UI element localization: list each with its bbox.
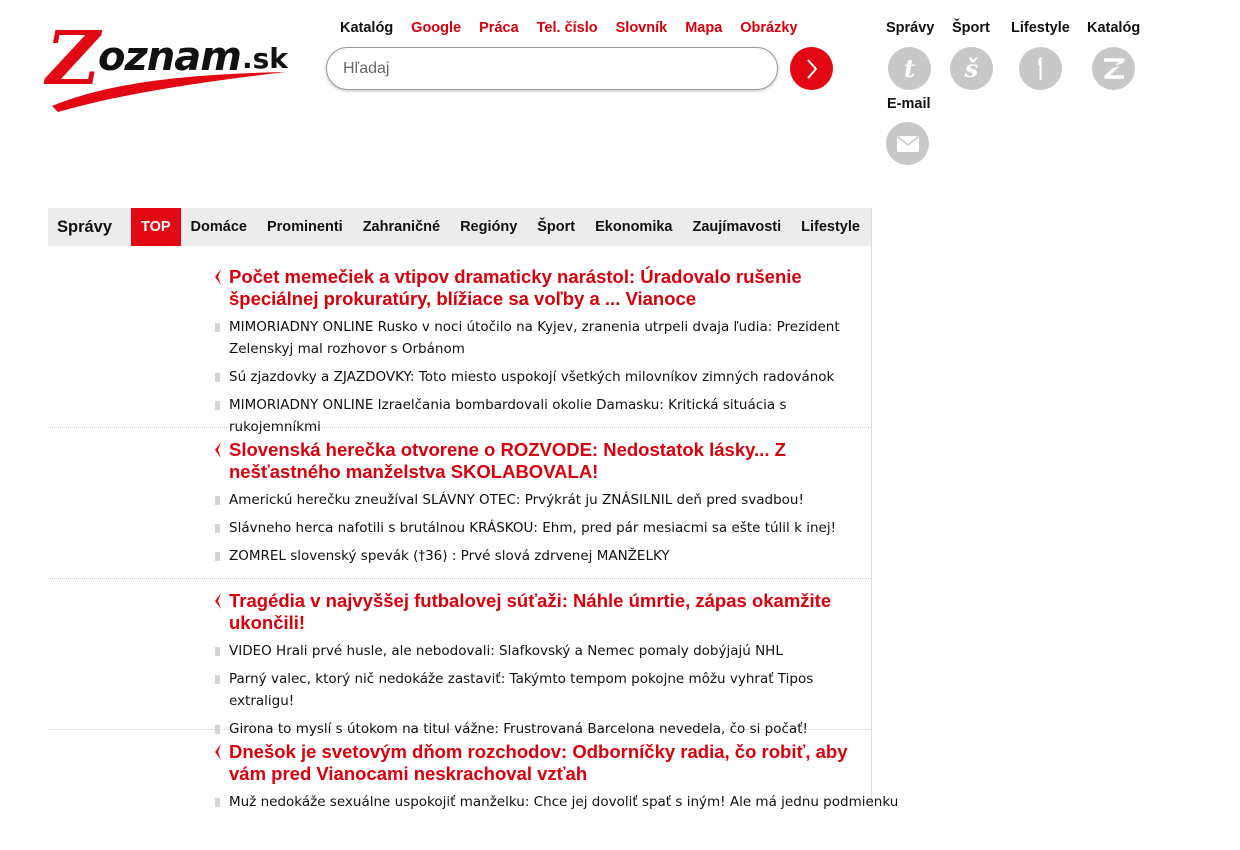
story-sub-link[interactable]: [229, 545, 871, 567]
shortcut-lifestyle[interactable]: [1011, 20, 1070, 36]
story-headline-text: Počet memečiek a vtipov dramaticky narástol: Úradovalo rušenie špeciálnej prokuratúry, blížiace sa voľby a ... Vianoce: [229, 266, 802, 309]
story-headline-text: Tragédia v najvyššej futbalovej súťaži: Náhle úmrtie, zápas okamžite ukončili!: [229, 590, 832, 633]
story-sub-link[interactable]: [229, 366, 871, 388]
story-block: [48, 428, 871, 579]
search-nav-praca[interactable]: Práca: [479, 20, 519, 36]
story-sub-text: Sú zjazdovky a ZJAZDOVKY: Toto miesto uspokojí všetkých milovníkov zimných radovánok: [229, 369, 835, 385]
search-button[interactable]: [790, 47, 833, 90]
sub-bullet: [215, 496, 220, 505]
shortcut-label: Katalóg: [1087, 20, 1141, 36]
sub-bullet: [215, 524, 220, 533]
shortcut-katalog[interactable]: [1087, 20, 1140, 36]
search-nav-tel-cislo[interactable]: Tel. číslo: [536, 20, 598, 36]
sub-bullet: [215, 323, 220, 332]
story-block: [48, 246, 871, 435]
story-sub-link[interactable]: [229, 316, 871, 360]
news-section-title[interactable]: Správy: [57, 217, 113, 236]
story-sub-text: Americkú herečku zneužíval SLÁVNY OTEC: Prvýkrát ju ZNÁSILNIL deň pred svadbou!: [229, 492, 804, 508]
search-box: [326, 47, 778, 90]
search-input[interactable]: [327, 48, 777, 89]
zoznam-logo[interactable]: [46, 16, 292, 102]
lifestyle-glyph: [1019, 47, 1062, 90]
story-sub-text: Parný valec, ktorý nič nedokáže zastaviť: Takýmto tempom pokojne môžu vyhrať Tipos extraligu!: [229, 671, 814, 709]
chevron-right-icon: [805, 58, 819, 80]
story-sub-text: ZOMREL slovenský spevák (†36) : Prvé slová zdrvenej MANŽELKY: [229, 548, 670, 564]
story-sub-text: MIMORIADNY ONLINE Izraelčania bombardovali okolie Damasku: Kritická situácia s rukojemníkmi: [229, 397, 787, 435]
spravy-glyph: t: [903, 54, 916, 83]
sport-glyph: š: [964, 54, 979, 83]
shortcut-sport[interactable]: [952, 20, 990, 36]
tab-prominenti[interactable]: Prominenti: [266, 219, 343, 235]
envelope-icon: [897, 136, 919, 152]
shortcut-spravy[interactable]: [886, 20, 934, 36]
tab-top[interactable]: TOP: [131, 208, 181, 246]
tab-sport[interactable]: Šport: [537, 219, 576, 235]
tab-ekonomika[interactable]: Ekonomika: [595, 219, 673, 235]
story-block: [48, 730, 899, 850]
sub-bullet: [215, 647, 220, 656]
sub-bullet: [215, 401, 220, 410]
shortcut-label: Lifestyle: [1011, 20, 1070, 36]
sub-bullet: [215, 798, 220, 807]
story-headline[interactable]: [229, 266, 871, 310]
headline-bullet-icon: [213, 269, 222, 285]
shortcut-label: Správy: [886, 20, 935, 36]
logo-letter-z: Z: [46, 16, 99, 102]
sub-bullet: [215, 552, 220, 561]
search-nav-obrazky[interactable]: Obrázky: [740, 20, 798, 36]
story-headline[interactable]: [229, 439, 871, 483]
story-sub-link[interactable]: [229, 517, 871, 539]
shortcut-email[interactable]: [887, 96, 931, 112]
story-headline-text: Dnešok je svetovým dňom rozchodov: Odborníčky radia, čo robiť, aby vám pred Vianocami neskrachoval vzťah: [229, 741, 848, 784]
story-block: [48, 579, 871, 737]
headline-bullet-icon: [213, 442, 222, 458]
story-sub-text: Slávneho herca nafotili s brutálnou KRÁSKOU: Ehm, pred pár mesiacmi sa ešte túlil k inej!: [229, 520, 836, 536]
shortcut-label: E-mail: [887, 96, 931, 112]
tab-domace[interactable]: Domáce: [190, 219, 247, 235]
sport-icon[interactable]: [950, 47, 993, 90]
story-headline[interactable]: [229, 741, 871, 785]
news-tabbar: [48, 208, 871, 246]
story-headline[interactable]: [229, 590, 871, 634]
story-sub-text: VIDEO Hrali prvé husle, ale nebodovali: Slafkovský a Nemec pomaly dobýjajú NHL: [229, 643, 783, 659]
search-nav-google[interactable]: Google: [411, 20, 462, 36]
story-sub-link[interactable]: [229, 668, 871, 712]
tab-lifestyle[interactable]: Lifestyle: [801, 219, 860, 235]
story-headline-text: Slovenská herečka otvorene o ROZVODE: Nedostatok lásky... Z nešťastného manželstva SKOLABOVALA!: [229, 439, 786, 482]
news-section: [48, 208, 899, 810]
story-sub-text: Girona to myslí s útokom na titul vážne: Frustrovaná Barcelona nevedela, čo si počať!: [229, 721, 808, 737]
katalog-icon[interactable]: [1092, 47, 1135, 90]
headline-bullet-icon: [213, 593, 222, 609]
headline-bullet-icon: [213, 744, 222, 760]
tab-zahranicne[interactable]: Zahraničné: [362, 219, 441, 235]
logo-wordmark: oznam: [98, 34, 241, 80]
search-nav-katalog[interactable]: Katalóg: [340, 20, 394, 36]
story-sub-link[interactable]: [229, 791, 899, 813]
story-sub-link[interactable]: [229, 489, 871, 511]
tab-zaujimavosti[interactable]: Zaujímavosti: [692, 219, 782, 235]
lifestyle-icon[interactable]: [1019, 47, 1062, 90]
shortcut-label: Šport: [952, 20, 990, 36]
search-nav-slovnik[interactable]: Slovník: [615, 20, 668, 36]
sub-bullet: [215, 373, 220, 382]
search-nav: [340, 20, 816, 36]
tab-regiony[interactable]: Regióny: [460, 219, 518, 235]
logo-tld: .sk: [242, 42, 288, 75]
sub-bullet: [215, 675, 220, 684]
story-sub-text: Muž nedokáže sexuálne uspokojiť manželku: Chce jej dovoliť spať s iným! Ale má jednu podmienku: [229, 794, 899, 810]
katalog-z-glyph: [1092, 47, 1135, 90]
story-sub-text: MIMORIADNY ONLINE Rusko v noci útočilo na Kyjev, zranenia utrpeli dvaja ľudia: Prezident Zelenskyj mal rozhovor s Orbánom: [229, 319, 840, 357]
story-sub-link[interactable]: [229, 640, 871, 662]
search-nav-mapa[interactable]: Mapa: [685, 20, 723, 36]
email-icon[interactable]: [886, 122, 929, 165]
spravy-icon[interactable]: [888, 47, 931, 90]
